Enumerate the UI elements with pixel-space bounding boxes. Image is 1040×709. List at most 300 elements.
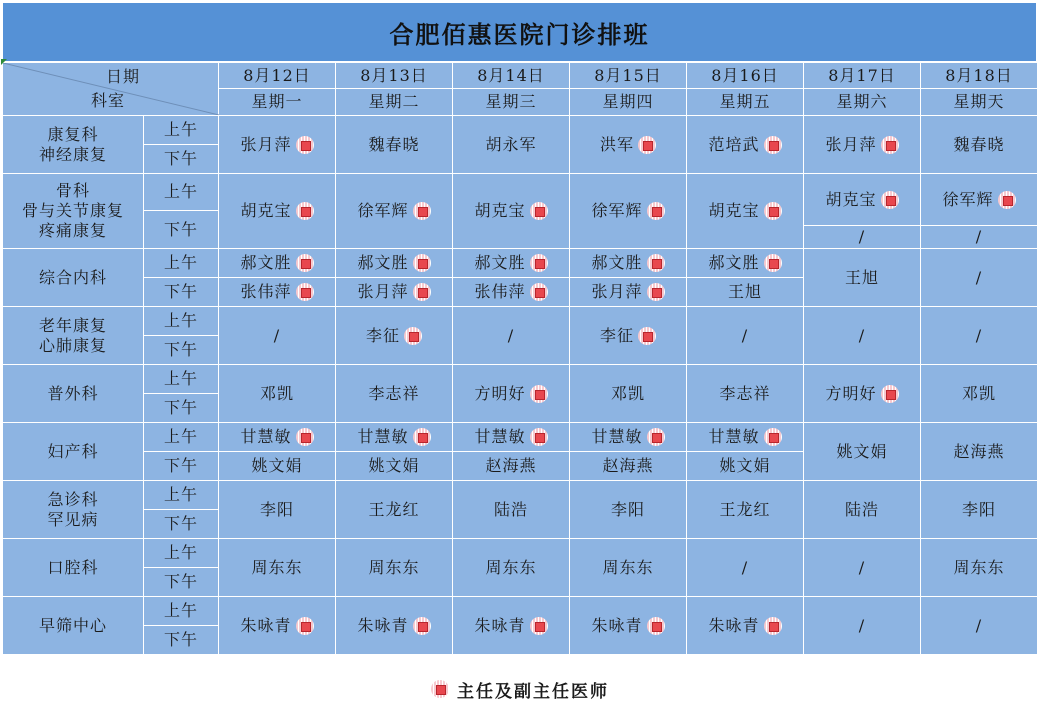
senior-doctor-badge-icon [998,191,1016,209]
schedule-cell [219,116,336,174]
header-corner [3,63,219,116]
schedule-cell [570,249,687,278]
doctor-name: 徐军辉 [591,201,643,220]
schedule-cell [687,481,804,539]
doctor-name: 朱咏青 [240,615,292,635]
doctor-name: 郝文胜 [708,253,760,272]
schedule-cell [453,116,570,174]
doctor-name: 胡克宝 [825,189,877,209]
period-am: 上午 [144,116,219,145]
department-line: 综合内科 [38,267,107,287]
schedule-cell [453,365,570,423]
legend-label: 主任及副主任医师 [457,681,609,702]
doctor-name: 姚文娟 [719,456,771,475]
senior-doctor-badge-icon [530,283,548,301]
doctor-name: 周东东 [368,557,420,577]
schedule-cell [921,481,1038,539]
doctor-name: 魏春晓 [368,134,420,154]
senior-doctor-badge-icon [296,283,314,301]
schedule-cell [687,365,804,423]
doctor-name: 徐军辉 [357,201,409,220]
department-name [3,365,144,423]
period-am: 上午 [144,365,219,394]
schedule-cell [453,249,570,278]
doctor-entry [474,282,547,302]
doctor-entry [368,500,419,520]
senior-doctor-badge-icon [638,327,656,345]
period-am: 上午 [144,174,219,211]
schedule-cell [921,116,1038,174]
senior-doctor-badge-icon [530,617,548,635]
doctor-entry [953,442,1004,462]
doctor-name: 胡永军 [485,134,537,154]
doctor-entry [708,135,781,155]
doctor-entry [728,282,762,302]
schedule-cell: / [687,539,804,597]
doctor-name: 邓凯 [610,383,645,403]
schedule-cell [453,481,570,539]
department-line: 罕见病 [47,509,99,529]
doctor-name: 王龙红 [368,499,420,519]
doctor-name: 王旭 [727,282,762,301]
period-am: 上午 [144,481,219,510]
doctor-entry [942,190,1015,210]
doctor-entry [260,384,294,404]
senior-doctor-badge-icon [530,202,548,220]
schedule-cell: / [804,597,921,655]
schedule-cell [570,452,687,481]
senior-doctor-badge-icon [413,254,431,272]
doctor-entry [368,135,419,155]
doctor-entry [474,201,547,221]
doctor-entry [260,500,294,520]
doctor-entry [962,384,996,404]
doctor-name: 邓凯 [961,383,996,403]
schedule-cell [570,116,687,174]
senior-doctor-badge-icon [413,202,431,220]
schedule-cell [336,597,453,655]
schedule-cell [336,249,453,278]
doctor-entry [240,253,313,273]
doctor-entry [357,427,430,447]
department-line: 早筛中心 [38,615,107,635]
doctor-name: 朱咏青 [357,615,409,635]
schedule-cell [570,481,687,539]
senior-doctor-badge-icon [296,254,314,272]
doctor-entry [708,253,781,273]
schedule-cell [336,481,453,539]
doctor-entry [240,135,313,155]
schedule-sheet [2,2,1037,655]
department-line: 普外科 [47,383,99,403]
schedule-cell [219,278,336,307]
doctor-entry [251,456,302,476]
doctor-entry [485,135,536,155]
doctor-name: 朱咏青 [591,615,643,635]
doctor-entry [708,427,781,447]
doctor-name: 李志祥 [719,383,771,403]
department-name [3,116,144,174]
schedule-cell [453,174,570,249]
doctor-name: 周东东 [485,557,537,577]
date-cell: 8月15日 [570,63,687,89]
doctor-entry [611,384,645,404]
doctor-name: 张伟萍 [240,282,292,301]
schedule-cell [336,539,453,597]
weekday-cell: 星期一 [219,89,336,116]
doctor-entry [591,282,664,302]
schedule-cell [570,539,687,597]
doctor-entry [825,384,898,404]
date-cell: 8月13日 [336,63,453,89]
schedule-cell [219,597,336,655]
doctor-name: 张月萍 [825,134,877,154]
schedule-cell [219,539,336,597]
period-am: 上午 [144,249,219,278]
senior-doctor-badge-icon [764,136,782,154]
schedule-cell [336,278,453,307]
schedule-cell [219,423,336,452]
doctor-name: 胡克宝 [240,201,292,220]
doctor-entry [368,384,419,404]
schedule-cell [570,174,687,249]
period-pm: 下午 [144,145,219,174]
doctor-entry [600,135,656,155]
senior-doctor-badge-icon [431,680,449,698]
schedule-cell [804,365,921,423]
schedule-cell: / [921,307,1038,365]
doctor-name: 方明好 [825,383,877,403]
department-line: 神经康复 [38,144,107,164]
doctor-entry [953,558,1004,578]
senior-doctor-badge-icon [764,202,782,220]
date-cell: 8月18日 [921,63,1038,89]
schedule-cell: / [804,539,921,597]
doctor-entry [251,558,302,578]
period-pm: 下午 [144,452,219,481]
doctor-name: 郝文胜 [474,253,526,272]
table-row [3,307,1038,336]
weekday-cell: 星期五 [687,89,804,116]
schedule-cell: / [453,307,570,365]
doctor-entry [591,253,664,273]
schedule-cell [921,365,1038,423]
doctor-name: 张伟萍 [474,282,526,301]
doctor-entry [240,201,313,221]
schedule-cell [804,174,921,226]
page-title: 合肥佰惠医院门诊排班 [2,2,1037,62]
doctor-entry [602,558,653,578]
period-pm: 下午 [144,394,219,423]
senior-doctor-badge-icon [296,428,314,446]
schedule-cell [336,365,453,423]
doctor-entry [357,201,430,221]
schedule-cell [687,452,804,481]
schedule-table [2,62,1038,655]
schedule-cell [921,174,1038,226]
senior-doctor-badge-icon [647,617,665,635]
doctor-name: 赵海燕 [485,456,537,475]
period-pm: 下午 [144,278,219,307]
schedule-cell [687,597,804,655]
doctor-entry [708,616,781,636]
weekday-cell: 星期六 [804,89,921,116]
schedule-cell [921,539,1038,597]
senior-doctor-badge-icon [413,617,431,635]
table-row [3,597,1038,626]
doctor-name: 陆浩 [844,499,879,519]
doctor-entry [591,427,664,447]
department-name [3,597,144,655]
doctor-name: 李阳 [610,499,645,519]
doctor-entry [611,500,645,520]
doctor-name: 张月萍 [357,282,409,301]
schedule-cell [687,174,804,249]
date-cell: 8月12日 [219,63,336,89]
senior-doctor-badge-icon [413,283,431,301]
doctor-name: 姚文娟 [836,441,888,461]
schedule-cell: / [921,597,1038,655]
schedule-cell [570,597,687,655]
doctor-entry [474,253,547,273]
cell-comment-marker [1,59,7,65]
doctor-entry [368,456,419,476]
senior-doctor-badge-icon [638,136,656,154]
period-pm: 下午 [144,211,219,249]
schedule-cell [219,249,336,278]
doctor-name: 甘慧敏 [591,427,643,446]
department-name [3,423,144,481]
senior-doctor-badge-icon [881,385,899,403]
table-row [3,249,1038,278]
doctor-entry [845,500,879,520]
doctor-name: 甘慧敏 [357,427,409,446]
senior-doctor-badge-icon [530,385,548,403]
doctor-name: 周东东 [251,557,303,577]
schedule-cell: / [921,249,1038,307]
doctor-name: 甘慧敏 [708,427,760,446]
weekday-cell: 星期四 [570,89,687,116]
doctor-entry [591,616,664,636]
senior-doctor-badge-icon [764,617,782,635]
department-line: 骨科 [55,181,90,200]
doctor-name: 甘慧敏 [474,427,526,446]
doctor-entry [485,456,536,476]
dept-header-label: 科室 [91,91,126,110]
table-row [3,174,1038,211]
doctor-name: 王旭 [844,267,879,287]
schedule-cell: / [219,307,336,365]
schedule-cell [570,423,687,452]
schedule-cell [453,597,570,655]
schedule-cell: / [804,307,921,365]
senior-doctor-badge-icon [647,202,665,220]
schedule-cell [687,423,804,452]
doctor-entry [366,326,422,346]
senior-doctor-badge-icon [764,254,782,272]
department-name [3,481,144,539]
doctor-name: 郝文胜 [357,253,409,272]
senior-doctor-badge-icon [296,136,314,154]
department-line: 妇产科 [47,441,99,461]
doctor-entry [485,558,536,578]
date-cell: 8月17日 [804,63,921,89]
schedule-cell [570,307,687,365]
doctor-name: 李阳 [259,499,294,519]
department-line: 老年康复 [38,315,107,335]
doctor-name: 邓凯 [259,383,294,403]
department-name [3,307,144,365]
department-line: 急诊科 [47,489,99,509]
doctor-entry [845,268,879,288]
doctor-name: 陆浩 [493,499,528,519]
doctor-entry [602,456,653,476]
schedule-cell [570,278,687,307]
senior-doctor-badge-icon [881,191,899,209]
doctor-name: 周东东 [602,557,654,577]
period-pm: 下午 [144,626,219,655]
senior-doctor-badge-icon [530,254,548,272]
schedule-cell [336,307,453,365]
period-am: 上午 [144,597,219,626]
doctor-name: 朱咏青 [474,615,526,635]
table-row [3,481,1038,510]
schedule-cell [804,423,921,481]
doctor-name: 郝文胜 [591,253,643,272]
doctor-name: 洪军 [599,134,634,154]
doctor-entry [494,500,528,520]
table-row [3,423,1038,452]
doctor-name: 赵海燕 [953,441,1005,461]
schedule-cell: / [804,226,921,249]
department-line: 口腔科 [47,557,99,577]
doctor-entry [962,500,996,520]
doctor-name: 李征 [365,325,400,345]
doctor-entry [474,427,547,447]
senior-doctor-badge-icon [296,202,314,220]
doctor-name: 胡克宝 [474,201,526,220]
doctor-name: 胡克宝 [708,201,760,220]
doctor-entry [240,282,313,302]
doctor-entry [591,201,664,221]
department-line: 康复科 [47,124,99,144]
department-name [3,249,144,307]
schedule-cell [336,174,453,249]
weekday-cell: 星期二 [336,89,453,116]
doctor-entry [719,500,770,520]
schedule-cell: / [921,226,1038,249]
doctor-name: 赵海燕 [602,456,654,475]
schedule-cell [219,174,336,249]
period-am: 上午 [144,539,219,568]
schedule-cell [336,423,453,452]
doctor-entry [825,190,898,210]
doctor-name: 甘慧敏 [240,427,292,446]
senior-doctor-badge-icon [647,428,665,446]
schedule-cell [453,423,570,452]
schedule-cell [804,481,921,539]
date-cell: 8月14日 [453,63,570,89]
department-line: 心肺康复 [38,335,107,355]
doctor-entry [719,384,770,404]
schedule-cell [687,249,804,278]
doctor-name: 范培武 [708,134,760,154]
senior-doctor-badge-icon [764,428,782,446]
department-name [3,174,144,249]
doctor-entry [825,135,898,155]
doctor-entry [368,558,419,578]
doctor-name: 方明好 [474,383,526,403]
senior-doctor-badge-icon [413,428,431,446]
senior-doctor-badge-icon [881,136,899,154]
schedule-cell [804,116,921,174]
doctor-entry [357,253,430,273]
senior-doctor-badge-icon [404,327,422,345]
schedule-cell [219,452,336,481]
doctor-name: 周东东 [953,557,1005,577]
schedule-cell [453,278,570,307]
doctor-name: 张月萍 [240,134,292,154]
doctor-name: 郝文胜 [240,253,292,272]
schedule-cell [570,365,687,423]
doctor-entry [708,201,781,221]
schedule-cell [336,452,453,481]
doctor-entry [953,135,1004,155]
department-line: 骨与关节康复 [21,201,124,220]
doctor-name: 魏春晓 [953,134,1005,154]
senior-doctor-badge-icon [296,617,314,635]
doctor-entry [240,427,313,447]
schedule-cell [453,452,570,481]
doctor-entry [240,616,313,636]
department-name [3,539,144,597]
doctor-name: 姚文娟 [368,456,420,475]
schedule-cell [453,539,570,597]
schedule-cell [219,365,336,423]
date-header-label: 日期 [105,67,140,86]
senior-doctor-badge-icon [647,283,665,301]
doctor-name: 王龙红 [719,499,771,519]
doctor-name: 姚文娟 [251,456,303,475]
doctor-entry [600,326,656,346]
date-cell: 8月16日 [687,63,804,89]
period-pm: 下午 [144,510,219,539]
schedule-cell [336,116,453,174]
doctor-entry [836,442,887,462]
period-am: 上午 [144,423,219,452]
doctor-name: 朱咏青 [708,615,760,635]
schedule-cell [687,116,804,174]
weekday-cell: 星期天 [921,89,1038,116]
legend [0,676,1040,702]
period-pm: 下午 [144,568,219,597]
senior-doctor-badge-icon [530,428,548,446]
schedule-cell: / [687,307,804,365]
schedule-cell [219,481,336,539]
doctor-name: 李征 [599,325,634,345]
doctor-entry [357,282,430,302]
schedule-cell [804,249,921,307]
senior-doctor-badge-icon [647,254,665,272]
weekday-cell: 星期三 [453,89,570,116]
period-pm: 下午 [144,336,219,365]
doctor-entry [357,616,430,636]
doctor-entry [719,456,770,476]
doctor-entry [474,616,547,636]
doctor-name: 李志祥 [368,383,420,403]
table-row [3,365,1038,394]
table-row [3,539,1038,568]
